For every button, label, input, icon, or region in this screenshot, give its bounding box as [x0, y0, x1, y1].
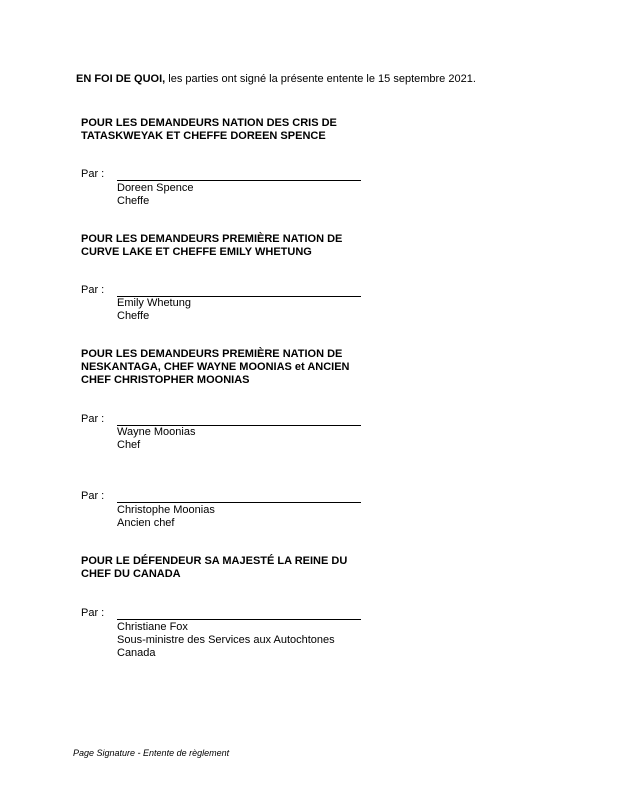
page-footer: Page Signature - Entente de règlement: [73, 748, 230, 758]
heading-line: CURVE LAKE ET CHEFFE EMILY WHETUNG: [81, 246, 312, 258]
heading-line: POUR LES DEMANDEURS NATION DES CRIS DE: [81, 117, 337, 129]
signer-title: Ancien chef: [117, 517, 175, 529]
intro-paragraph: [76, 73, 476, 85]
signer-block: [117, 297, 191, 323]
heading-line: CHEF CHRISTOPHER MOONIAS: [81, 374, 250, 386]
signature-line: [117, 619, 361, 620]
signer-name: Doreen Spence: [117, 182, 194, 194]
signer-title: Cheffe: [117, 195, 150, 207]
heading-line: CHEF DU CANADA: [81, 568, 181, 580]
heading-line: TATASKWEYAK ET CHEFFE DOREEN SPENCE: [81, 130, 326, 142]
signer-title: Canada: [117, 647, 156, 659]
party-heading: [81, 555, 381, 581]
par-label: Par :: [81, 168, 105, 180]
intro-lead: EN FOI DE QUOI,: [76, 73, 166, 85]
heading-line: POUR LES DEMANDEURS PREMIÈRE NATION DE: [81, 233, 343, 245]
signer-title: Chef: [117, 439, 141, 451]
signer-title: Cheffe: [117, 310, 150, 322]
heading-line: POUR LE DÉFENDEUR SA MAJESTÉ LA REINE DU: [81, 555, 348, 567]
signer-block: [117, 426, 195, 452]
party-heading: [81, 233, 381, 259]
intro-text: les parties ont signé la présente entente le 15 septembre 2021.: [165, 73, 476, 85]
signer-block: [117, 182, 193, 208]
party-heading: [81, 117, 381, 143]
par-label: Par :: [81, 413, 105, 425]
signature-line: [117, 502, 361, 503]
signer-name: Emily Whetung: [117, 297, 191, 309]
heading-line: NESKANTAGA, CHEF WAYNE MOONIAS et ANCIEN: [81, 361, 350, 373]
par-label: Par :: [81, 607, 105, 619]
party-heading: [81, 348, 401, 387]
signature-line: [117, 180, 361, 181]
signer-name: Wayne Moonias: [117, 426, 196, 438]
par-label: Par :: [81, 284, 105, 296]
par-label: Par :: [81, 490, 105, 502]
signer-block: [117, 504, 215, 530]
heading-line: POUR LES DEMANDEURS PREMIÈRE NATION DE: [81, 348, 343, 360]
signer-block: [117, 621, 335, 660]
signer-name: Christiane Fox: [117, 621, 188, 633]
signer-name: Christophe Moonias: [117, 504, 215, 516]
signer-title: Sous-ministre des Services aux Autochtones: [117, 634, 335, 646]
